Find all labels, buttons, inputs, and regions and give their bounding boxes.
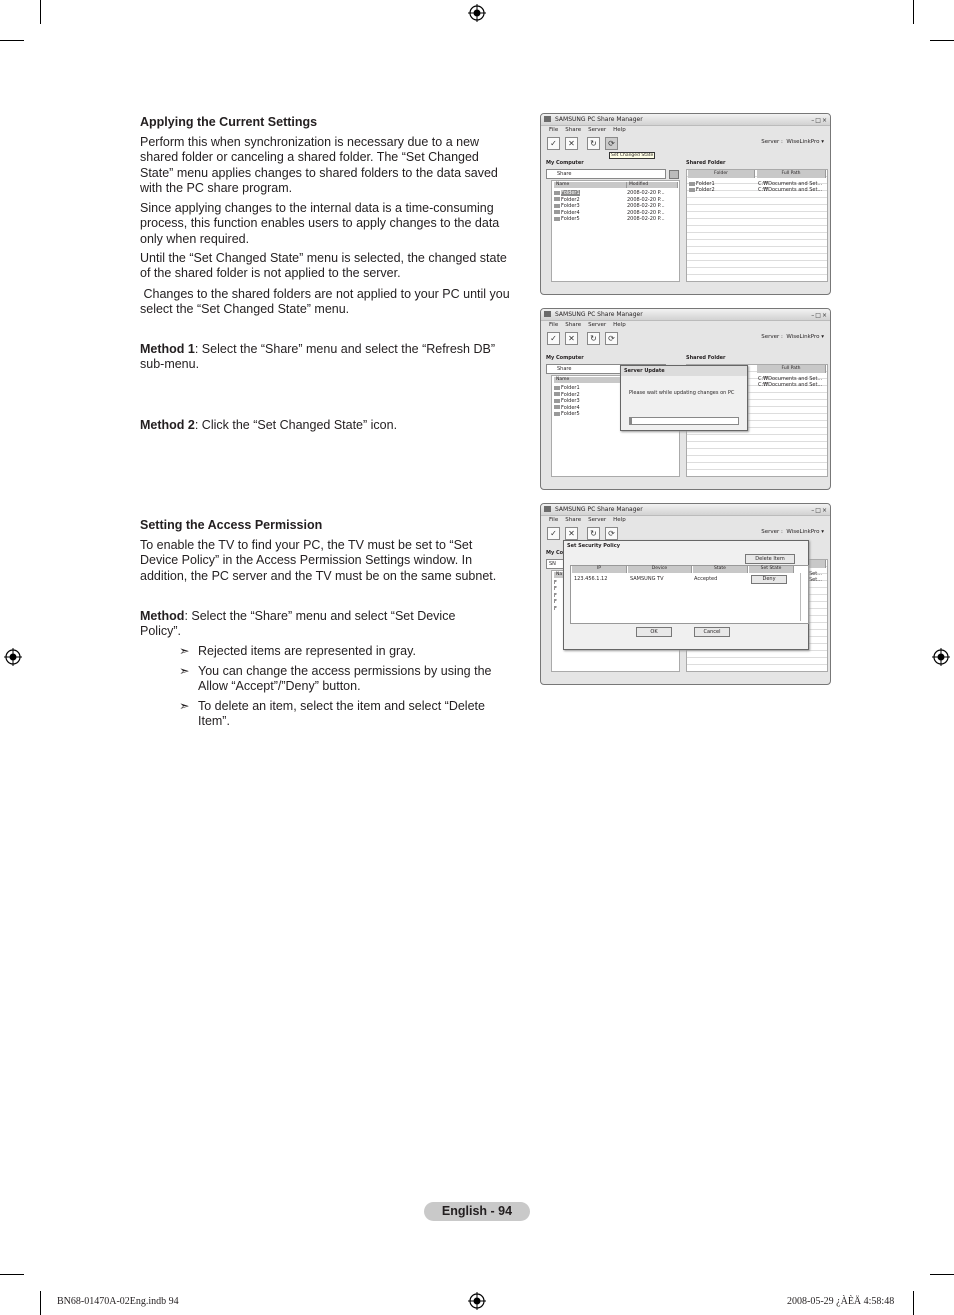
window-titlebar: [541, 309, 830, 321]
list-item[interactable]: Folder1: [554, 385, 580, 392]
window-controls[interactable]: –□×: [811, 507, 828, 514]
list-item[interactable]: F: [554, 586, 557, 593]
method-2-label: Method 2: [140, 418, 195, 432]
window-titlebar: [541, 504, 830, 516]
footer-right: 2008-05-29 ¿ÀÈÄ 4:58:48: [787, 1296, 895, 1307]
list-item[interactable]: Folder5: [554, 216, 580, 223]
server-label: Server :: [761, 529, 783, 535]
list-item[interactable]: F: [554, 605, 557, 612]
shared-folder-list: [686, 169, 828, 282]
menubar: [541, 321, 830, 330]
col-state[interactable]: State: [693, 566, 748, 573]
dialog-title: Set Security Policy: [567, 543, 620, 549]
dialog-message: Please wait while updating changes on PC: [629, 390, 735, 396]
note-bullet-icon: ➣: [179, 644, 190, 658]
method-1-text: : Select the “Share” menu and select the “Refresh DB” sub-menu.: [140, 342, 495, 372]
list-item[interactable]: Folder3: [554, 398, 580, 405]
cancel-button[interactable]: Cancel: [694, 627, 730, 637]
modified-cell: 2008-02-20 P...: [627, 196, 665, 203]
dialog-title: Server Update: [621, 366, 747, 376]
server-selector[interactable]: Server : WiseLinkPro ▾: [761, 334, 824, 340]
menu-help[interactable]: Help: [613, 517, 626, 523]
list-item[interactable]: Folder1: [554, 190, 580, 197]
list-item[interactable]: F: [554, 580, 557, 586]
set-changed-state-icon[interactable]: ⟳: [605, 527, 618, 540]
footer-left: BN68-01470A-02Eng.indb 94: [57, 1296, 179, 1307]
shared-path: Set...: [809, 571, 822, 577]
refresh-icon[interactable]: ↻: [587, 137, 600, 150]
cancel-share-icon[interactable]: ✕: [565, 137, 578, 150]
policy-table: [570, 565, 809, 624]
toolbar: [541, 330, 830, 347]
menu-file[interactable]: File: [549, 517, 559, 523]
note-bullet-icon: ➣: [179, 699, 190, 713]
col-modified[interactable]: Modified: [627, 182, 678, 188]
folder-combo[interactable]: SN: [546, 559, 570, 569]
menu-file[interactable]: File: [549, 127, 559, 133]
app-window-2: [540, 308, 831, 490]
app-icon: [544, 116, 551, 122]
server-label: Server :: [761, 139, 783, 145]
delete-item-button[interactable]: Delete Item: [745, 554, 795, 564]
progress-bar: [629, 417, 739, 425]
server-value: WiseLinkPro: [786, 334, 820, 340]
list-item[interactable]: Folder5: [554, 411, 580, 418]
security-policy-dialog: [563, 540, 809, 650]
paragraph: To enable the TV to find your PC, the TV must be set to “Set Device Policy” in the Access Permission Settings window. In addition, the PC server and the TV must be on the same subnet.: [140, 538, 497, 583]
col-folder[interactable]: Folder: [688, 170, 755, 178]
col-name[interactable]: Na: [554, 572, 569, 578]
cancel-share-icon[interactable]: ✕: [565, 527, 578, 540]
note: You can change the access permissions by using the Allow “Accept”/”Deny” button.: [198, 664, 492, 694]
ok-button[interactable]: OK: [636, 627, 672, 637]
list-item[interactable]: Folder2: [554, 197, 580, 204]
my-computer-label: My Computer: [546, 355, 584, 361]
policy-device: SAMSUNG TV: [630, 576, 664, 582]
server-selector[interactable]: Server : WiseLinkPro ▾: [761, 529, 824, 535]
shared-row[interactable]: Folder1: [689, 181, 715, 188]
list-item[interactable]: F: [554, 599, 557, 606]
menu-server[interactable]: Server: [588, 127, 607, 133]
folder-names: [554, 190, 580, 223]
modified-cell: 2008-02-20 P...: [627, 209, 665, 216]
list-item[interactable]: Folder3: [554, 203, 580, 210]
deny-button[interactable]: Deny: [751, 575, 787, 584]
list-item[interactable]: Folder4: [554, 405, 580, 412]
method-label: Method: [140, 609, 185, 623]
modified-cell: 2008-02-20 P...: [627, 203, 665, 210]
server-value: WiseLinkPro: [786, 139, 820, 145]
col-ip[interactable]: IP: [572, 566, 627, 573]
folder-combo[interactable]: Share: [546, 364, 666, 374]
shared-path: Set...: [809, 577, 822, 583]
my-computer-label: My Computer: [546, 160, 584, 166]
scrollbar[interactable]: [800, 573, 801, 621]
shared-path: C:₩Documents and Set...: [758, 376, 823, 382]
shared-path: C:₩Documents and Set...: [758, 382, 823, 388]
crop-mark: [913, 1291, 914, 1315]
paragraph: Perform this when synchronization is necessary due to a new shared folder or canceling a shared folder. The “Set Changed State” menu applies changes to shared folders to the data saved with the PC share program.: [140, 135, 498, 195]
file-list: [551, 180, 680, 282]
set-changed-state-icon[interactable]: ⟳: [605, 137, 618, 150]
refresh-icon[interactable]: ↻: [587, 332, 600, 345]
modified-cell: 2008-02-20 P...: [627, 190, 665, 196]
method-1: [140, 342, 512, 373]
share-folder-icon[interactable]: ✓: [547, 332, 560, 345]
note-bullet-icon: ➣: [179, 664, 190, 678]
paragraph: Until the “Set Changed State” menu is selected, the changed state of the shared folder is not applied to the server.: [140, 251, 507, 281]
window-title: SAMSUNG PC Share Manager: [555, 506, 643, 513]
crop-mark: [40, 1291, 41, 1315]
folder-combo[interactable]: Share: [546, 169, 666, 179]
col-name[interactable]: Name: [554, 182, 627, 188]
method-text: : Select the “Share” menu and select “Set Device Policy”.: [140, 609, 456, 639]
method-2-text: : Click the “Set Changed State” icon.: [194, 418, 398, 432]
list-item[interactable]: Folder2: [554, 392, 580, 399]
crop-mark: [40, 0, 41, 24]
app-icon: [544, 506, 551, 512]
shared-path: C:₩Documents and Set...: [758, 181, 823, 187]
folder-names: [554, 580, 557, 612]
open-folder-icon[interactable]: [669, 170, 679, 179]
list-item[interactable]: F: [554, 592, 557, 599]
menu-share[interactable]: Share: [565, 517, 582, 523]
server-selector[interactable]: Server : WiseLinkPro ▾: [761, 139, 824, 145]
menubar: [541, 126, 830, 135]
registration-mark-icon: [468, 1292, 486, 1310]
menubar: [541, 516, 830, 525]
note: Rejected items are represented in gray.: [198, 644, 416, 658]
crop-mark: [930, 1274, 954, 1275]
col-fullpath[interactable]: Full Path: [757, 365, 826, 373]
note: To delete an item, select the item and select “Delete Item”.: [198, 699, 485, 729]
share-folder-icon[interactable]: ✓: [547, 137, 560, 150]
window-title: SAMSUNG PC Share Manager: [555, 116, 643, 123]
registration-mark-icon: [4, 648, 22, 666]
crop-mark: [930, 40, 954, 41]
col-fullpath[interactable]: Full Path: [757, 170, 826, 178]
policy-ip: 123.456.1.12: [574, 576, 608, 582]
folder-names: [554, 385, 580, 418]
col-set-state[interactable]: Set State: [749, 566, 794, 573]
col-device[interactable]: Device: [628, 566, 692, 573]
menu-server[interactable]: Server: [588, 517, 607, 523]
server-label: Server :: [761, 334, 783, 340]
server-value: WiseLinkPro: [786, 529, 820, 535]
shared-folder-label: Shared Folder: [686, 160, 726, 166]
section-heading-apply: Applying the Current Settings: [140, 115, 318, 129]
tooltip: Set Changed State: [611, 153, 654, 158]
page-number: English - 94: [424, 1202, 530, 1221]
section-heading-access: Setting the Access Permission: [140, 518, 323, 532]
menu-help[interactable]: Help: [613, 127, 626, 133]
crop-mark: [913, 0, 914, 24]
my-computer-label: My Co: [546, 550, 564, 556]
window-title: SAMSUNG PC Share Manager: [555, 311, 643, 318]
method-2: [140, 418, 510, 433]
crop-mark: [0, 40, 24, 41]
cancel-share-icon[interactable]: ✕: [565, 332, 578, 345]
col-name[interactable]: Name: [554, 377, 627, 383]
app-window-1: [540, 113, 831, 295]
paragraph: Since applying changes to the internal data is a time-consuming process, this function enables users to apply changes to the data only when required.: [140, 201, 500, 246]
app-window-3: [540, 503, 831, 685]
method-1-label: Method 1: [140, 342, 195, 356]
list-item[interactable]: Folder4: [554, 210, 580, 217]
menu-file[interactable]: File: [549, 322, 559, 328]
shared-path: C:₩Documents and Set...: [758, 187, 823, 193]
set-changed-state-icon[interactable]: ⟳: [605, 332, 618, 345]
method: [140, 609, 470, 640]
shared-folder-label: Shared Folder: [686, 355, 726, 361]
window-titlebar: [541, 114, 830, 126]
registration-mark-icon: [468, 4, 486, 22]
server-update-dialog: [620, 365, 748, 431]
share-folder-icon[interactable]: ✓: [547, 527, 560, 540]
refresh-icon[interactable]: ↻: [587, 527, 600, 540]
modified-dates: [627, 190, 665, 223]
paragraph: Changes to the shared folders are not applied to your PC until you select the “Set Changed State” menu.: [140, 287, 514, 317]
crop-mark: [0, 1274, 24, 1275]
toolbar: [541, 135, 830, 152]
policy-state: Accepted: [694, 576, 718, 582]
modified-cell: 2008-02-20 P...: [627, 216, 665, 223]
menu-help[interactable]: Help: [613, 322, 626, 328]
registration-mark-icon: [932, 648, 950, 666]
menu-share[interactable]: Share: [565, 322, 582, 328]
window-controls[interactable]: –□×: [811, 312, 828, 319]
menu-server[interactable]: Server: [588, 322, 607, 328]
menu-share[interactable]: Share: [565, 127, 582, 133]
window-controls[interactable]: –□×: [811, 117, 828, 124]
shared-row[interactable]: Folder2: [689, 187, 715, 194]
app-icon: [544, 311, 551, 317]
